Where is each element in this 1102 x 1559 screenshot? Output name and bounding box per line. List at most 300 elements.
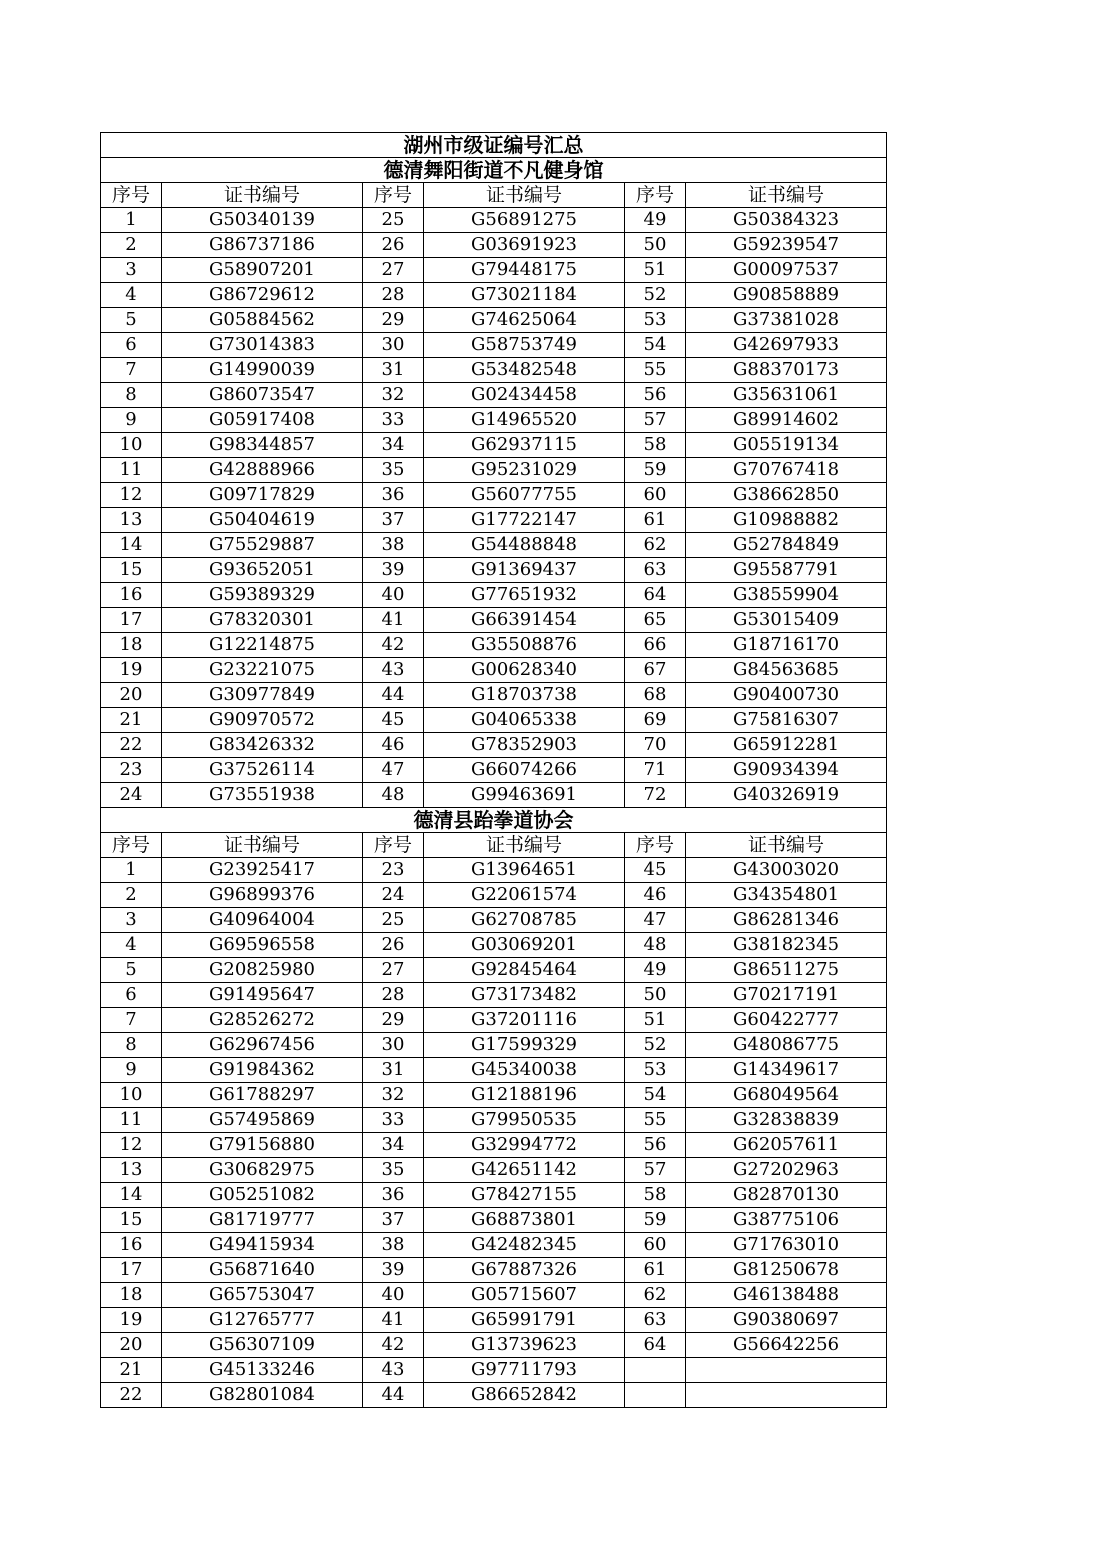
table-row [101, 1258, 887, 1283]
seq-no-cell: 45 [625, 858, 686, 883]
seq-no-cell: 39 [363, 558, 424, 583]
certificate-no-cell: G86729612 [162, 283, 363, 308]
certificate-no-cell: G56642256 [686, 1333, 887, 1358]
certificate-no-cell: G86281346 [686, 908, 887, 933]
table-row [101, 208, 887, 233]
seq-no-cell: 72 [625, 783, 686, 808]
table-row [101, 1233, 887, 1258]
table-row [101, 733, 887, 758]
table-row [101, 1358, 887, 1383]
seq-no-cell: 14 [101, 533, 162, 558]
seq-no-cell: 34 [363, 433, 424, 458]
certificate-no-cell: G81719777 [162, 1208, 363, 1233]
seq-no-cell: 41 [363, 1308, 424, 1333]
seq-no-cell: 49 [625, 958, 686, 983]
certificate-no-cell: G50340139 [162, 208, 363, 233]
table-row [101, 408, 887, 433]
seq-no-cell: 36 [363, 483, 424, 508]
seq-no-cell: 57 [625, 1158, 686, 1183]
certificate-no-cell: G79156880 [162, 1133, 363, 1158]
certificate-no-cell: G61788297 [162, 1083, 363, 1108]
certificate-no-cell: G05884562 [162, 308, 363, 333]
seq-no-cell: 2 [101, 233, 162, 258]
certificate-no-cell: G68049564 [686, 1083, 887, 1108]
seq-no-cell: 46 [363, 733, 424, 758]
certificate-no-cell: G30977849 [162, 683, 363, 708]
certificate-no-cell: G81250678 [686, 1258, 887, 1283]
section-title: 德清舞阳街道不凡健身馆 [101, 158, 887, 183]
certificate-no-cell: G73014383 [162, 333, 363, 358]
seq-no-cell: 7 [101, 358, 162, 383]
certificate-no-cell: G66391454 [424, 608, 625, 633]
seq-no-cell: 61 [625, 508, 686, 533]
table-row [101, 633, 887, 658]
certificate-no-cell: G62967456 [162, 1033, 363, 1058]
seq-no-cell: 35 [363, 1158, 424, 1183]
seq-no-cell: 62 [625, 1283, 686, 1308]
table-row [101, 1283, 887, 1308]
certificate-no-cell: G84563685 [686, 658, 887, 683]
seq-no-cell: 54 [625, 333, 686, 358]
header-seq-no: 序号 [625, 833, 686, 858]
seq-no-cell: 57 [625, 408, 686, 433]
seq-no-cell: 28 [363, 983, 424, 1008]
section-title-row [101, 808, 887, 833]
certificate-no-cell: G34354801 [686, 883, 887, 908]
seq-no-cell: 51 [625, 1008, 686, 1033]
seq-no-cell: 40 [363, 583, 424, 608]
certificate-no-cell: G12765777 [162, 1308, 363, 1333]
header-seq-no: 序号 [101, 833, 162, 858]
table-row [101, 283, 887, 308]
seq-no-cell: 31 [363, 358, 424, 383]
certificate-no-cell: G66074266 [424, 758, 625, 783]
certificate-no-cell: G00628340 [424, 658, 625, 683]
seq-no-cell: 20 [101, 1333, 162, 1358]
seq-no-cell: 63 [625, 1308, 686, 1333]
seq-no-cell: 7 [101, 1008, 162, 1033]
table-row [101, 1108, 887, 1133]
certificate-no-cell: G18716170 [686, 633, 887, 658]
certificate-no-cell: G65912281 [686, 733, 887, 758]
certificate-no-cell: G73551938 [162, 783, 363, 808]
table-row [101, 333, 887, 358]
table-row [101, 358, 887, 383]
section-title: 德清县跆拳道协会 [101, 808, 887, 833]
certificate-no-cell: G69596558 [162, 933, 363, 958]
certificate-no-cell: G78352903 [424, 733, 625, 758]
certificate-no-cell: G62937115 [424, 433, 625, 458]
header-certificate-no: 证书编号 [162, 833, 363, 858]
certificate-no-cell: G62708785 [424, 908, 625, 933]
certificate-no-cell: G10988882 [686, 508, 887, 533]
seq-no-cell: 6 [101, 333, 162, 358]
seq-no-cell: 5 [101, 308, 162, 333]
seq-no-cell: 22 [101, 1383, 162, 1408]
seq-no-cell: 42 [363, 633, 424, 658]
table-row [101, 233, 887, 258]
certificate-no-cell: G14990039 [162, 358, 363, 383]
certificate-no-cell: G02434458 [424, 383, 625, 408]
table-row [101, 483, 887, 508]
table-row [101, 1083, 887, 1108]
seq-no-cell: 12 [101, 483, 162, 508]
certificate-no-cell: G12214875 [162, 633, 363, 658]
certificate-no-cell: G37526114 [162, 758, 363, 783]
seq-no-cell: 55 [625, 358, 686, 383]
seq-no-cell: 11 [101, 1108, 162, 1133]
certificate-no-cell: G97711793 [424, 1358, 625, 1383]
seq-no-cell: 62 [625, 533, 686, 558]
table-row [101, 658, 887, 683]
certificate-no-cell: G14965520 [424, 408, 625, 433]
seq-no-cell: 16 [101, 1233, 162, 1258]
seq-no-cell: 4 [101, 933, 162, 958]
seq-no-cell: 28 [363, 283, 424, 308]
seq-no-cell: 27 [363, 958, 424, 983]
certificate-no-cell: G22061574 [424, 883, 625, 908]
table-row [101, 958, 887, 983]
seq-no-cell: 43 [363, 1358, 424, 1383]
seq-no-cell: 38 [363, 1233, 424, 1258]
certificate-no-cell: G62057611 [686, 1133, 887, 1158]
table-row [101, 308, 887, 333]
certificate-no-cell: G70217191 [686, 983, 887, 1008]
header-certificate-no: 证书编号 [424, 183, 625, 208]
certificate-no-cell: G53482548 [424, 358, 625, 383]
seq-no-cell: 9 [101, 1058, 162, 1083]
seq-no-cell: 39 [363, 1258, 424, 1283]
certificate-no-cell: G58907201 [162, 258, 363, 283]
seq-no-cell: 42 [363, 1333, 424, 1358]
certificate-no-cell: G86737186 [162, 233, 363, 258]
seq-no-cell: 29 [363, 308, 424, 333]
seq-no-cell: 5 [101, 958, 162, 983]
seq-no-cell: 18 [101, 1283, 162, 1308]
certificate-no-cell [686, 1358, 887, 1383]
seq-no-cell: 1 [101, 858, 162, 883]
seq-no-cell: 23 [363, 858, 424, 883]
seq-no-cell: 44 [363, 683, 424, 708]
seq-no-cell: 48 [363, 783, 424, 808]
seq-no-cell: 46 [625, 883, 686, 908]
certificate-no-cell: G17599329 [424, 1033, 625, 1058]
certificate-no-cell: G59389329 [162, 583, 363, 608]
certificate-no-cell: G20825980 [162, 958, 363, 983]
certificate-no-cell: G70767418 [686, 458, 887, 483]
certificate-no-cell: G37201116 [424, 1008, 625, 1033]
section-title-row [101, 158, 887, 183]
certificate-no-cell: G38559904 [686, 583, 887, 608]
table-row [101, 883, 887, 908]
certificate-no-cell: G03069201 [424, 933, 625, 958]
certificate-no-cell: G79950535 [424, 1108, 625, 1133]
seq-no-cell: 64 [625, 583, 686, 608]
certificate-no-cell: G13739623 [424, 1333, 625, 1358]
certificate-no-cell: G83426332 [162, 733, 363, 758]
certificate-no-cell: G91984362 [162, 1058, 363, 1083]
certificate-no-cell: G13964651 [424, 858, 625, 883]
table-row [101, 758, 887, 783]
certificate-no-cell: G32838839 [686, 1108, 887, 1133]
seq-no-cell: 52 [625, 283, 686, 308]
seq-no-cell: 34 [363, 1133, 424, 1158]
seq-no-cell: 13 [101, 508, 162, 533]
certificate-no-cell: G50384323 [686, 208, 887, 233]
seq-no-cell: 22 [101, 733, 162, 758]
table-row [101, 1133, 887, 1158]
seq-no-cell: 8 [101, 383, 162, 408]
certificate-no-cell: G05251082 [162, 1183, 363, 1208]
certificate-no-cell: G74625064 [424, 308, 625, 333]
seq-no-cell: 47 [363, 758, 424, 783]
seq-no-cell: 37 [363, 508, 424, 533]
certificate-no-cell: G77651932 [424, 583, 625, 608]
certificate-no-cell: G48086775 [686, 1033, 887, 1058]
table-row [101, 1333, 887, 1358]
table-row [101, 1183, 887, 1208]
certificate-no-cell: G14349617 [686, 1058, 887, 1083]
certificate-no-cell: G73173482 [424, 983, 625, 1008]
seq-no-cell: 3 [101, 258, 162, 283]
seq-no-cell: 44 [363, 1383, 424, 1408]
header-seq-no: 序号 [363, 183, 424, 208]
column-header-row [101, 833, 887, 858]
seq-no-cell: 6 [101, 983, 162, 1008]
certificate-no-cell: G05519134 [686, 433, 887, 458]
certificate-no-cell: G42697933 [686, 333, 887, 358]
certificate-no-cell: G75816307 [686, 708, 887, 733]
table-row [101, 1033, 887, 1058]
table-row [101, 683, 887, 708]
seq-no-cell: 4 [101, 283, 162, 308]
header-seq-no: 序号 [625, 183, 686, 208]
certificate-no-cell: G98344857 [162, 433, 363, 458]
certificate-no-cell: G56077755 [424, 483, 625, 508]
seq-no-cell: 52 [625, 1033, 686, 1058]
certificate-no-cell: G99463691 [424, 783, 625, 808]
table-row [101, 1308, 887, 1333]
certificate-no-cell: G82870130 [686, 1183, 887, 1208]
seq-no-cell: 56 [625, 383, 686, 408]
certificate-no-cell: G56307109 [162, 1333, 363, 1358]
seq-no-cell: 9 [101, 408, 162, 433]
seq-no-cell [625, 1358, 686, 1383]
certificate-no-cell: G42651142 [424, 1158, 625, 1183]
seq-no-cell: 49 [625, 208, 686, 233]
seq-no-cell: 15 [101, 1208, 162, 1233]
certificate-no-cell: G54488848 [424, 533, 625, 558]
certificate-no-cell: G49415934 [162, 1233, 363, 1258]
certificate-no-cell: G05715607 [424, 1283, 625, 1308]
certificate-no-cell: G90400730 [686, 683, 887, 708]
seq-no-cell: 56 [625, 1133, 686, 1158]
table-row [101, 533, 887, 558]
seq-no-cell: 41 [363, 608, 424, 633]
certificate-no-cell: G91369437 [424, 558, 625, 583]
seq-no-cell: 25 [363, 208, 424, 233]
certificate-no-cell: G91495647 [162, 983, 363, 1008]
seq-no-cell: 12 [101, 1133, 162, 1158]
table-row [101, 458, 887, 483]
seq-no-cell: 19 [101, 658, 162, 683]
seq-no-cell: 26 [363, 233, 424, 258]
table-row [101, 933, 887, 958]
certificate-no-cell: G27202963 [686, 1158, 887, 1183]
certificate-no-cell: G56891275 [424, 208, 625, 233]
table-row [101, 583, 887, 608]
seq-no-cell: 3 [101, 908, 162, 933]
seq-no-cell: 25 [363, 908, 424, 933]
seq-no-cell: 15 [101, 558, 162, 583]
certificate-no-cell: G50404619 [162, 508, 363, 533]
seq-no-cell: 27 [363, 258, 424, 283]
seq-no-cell: 32 [363, 383, 424, 408]
table-row [101, 983, 887, 1008]
seq-no-cell: 64 [625, 1333, 686, 1358]
seq-no-cell [625, 1383, 686, 1408]
column-header-row [101, 183, 887, 208]
certificate-no-cell: G71763010 [686, 1233, 887, 1258]
certificate-no-cell: G04065338 [424, 708, 625, 733]
header-certificate-no: 证书编号 [424, 833, 625, 858]
seq-no-cell: 66 [625, 633, 686, 658]
certificate-no-cell: G30682975 [162, 1158, 363, 1183]
seq-no-cell: 38 [363, 533, 424, 558]
seq-no-cell: 54 [625, 1083, 686, 1108]
table-row [101, 1008, 887, 1033]
seq-no-cell: 14 [101, 1183, 162, 1208]
certificate-no-cell: G40964004 [162, 908, 363, 933]
certificate-no-cell: G95231029 [424, 458, 625, 483]
certificate-no-cell: G86652842 [424, 1383, 625, 1408]
certificate-no-cell: G56871640 [162, 1258, 363, 1283]
table-row [101, 908, 887, 933]
certificate-no-cell: G42888966 [162, 458, 363, 483]
table-row [101, 258, 887, 283]
certificate-no-cell: G37381028 [686, 308, 887, 333]
seq-no-cell: 21 [101, 1358, 162, 1383]
seq-no-cell: 17 [101, 608, 162, 633]
certificate-no-cell: G18703738 [424, 683, 625, 708]
certificate-no-cell: G82801084 [162, 1383, 363, 1408]
certificate-no-cell: G32994772 [424, 1133, 625, 1158]
seq-no-cell: 53 [625, 308, 686, 333]
seq-no-cell: 10 [101, 1083, 162, 1108]
certificate-no-cell: G23925417 [162, 858, 363, 883]
table-row [101, 558, 887, 583]
certificate-no-cell: G68873801 [424, 1208, 625, 1233]
certificate-no-cell: G65753047 [162, 1283, 363, 1308]
certificate-no-cell: G89914602 [686, 408, 887, 433]
seq-no-cell: 55 [625, 1108, 686, 1133]
table-row [101, 858, 887, 883]
seq-no-cell: 11 [101, 458, 162, 483]
certificate-no-cell: G86511275 [686, 958, 887, 983]
certificate-no-cell: G35508876 [424, 633, 625, 658]
seq-no-cell: 65 [625, 608, 686, 633]
seq-no-cell: 70 [625, 733, 686, 758]
certificate-no-cell: G43003020 [686, 858, 887, 883]
seq-no-cell: 51 [625, 258, 686, 283]
seq-no-cell: 53 [625, 1058, 686, 1083]
certificate-no-cell: G28526272 [162, 1008, 363, 1033]
certificate-no-cell: G23221075 [162, 658, 363, 683]
table-row [101, 1208, 887, 1233]
seq-no-cell: 69 [625, 708, 686, 733]
seq-no-cell: 37 [363, 1208, 424, 1233]
table-row [101, 1158, 887, 1183]
seq-no-cell: 48 [625, 933, 686, 958]
title-row [101, 133, 887, 158]
certificate-no-cell: G90970572 [162, 708, 363, 733]
seq-no-cell: 59 [625, 458, 686, 483]
seq-no-cell: 67 [625, 658, 686, 683]
certificate-no-cell: G90380697 [686, 1308, 887, 1333]
certificate-no-cell: G45133246 [162, 1358, 363, 1383]
seq-no-cell: 33 [363, 408, 424, 433]
certificate-no-cell: G79448175 [424, 258, 625, 283]
seq-no-cell: 50 [625, 983, 686, 1008]
certificate-no-cell: G42482345 [424, 1233, 625, 1258]
table-row [101, 1383, 887, 1408]
certificate-no-cell: G78427155 [424, 1183, 625, 1208]
table-row [101, 433, 887, 458]
seq-no-cell: 13 [101, 1158, 162, 1183]
certificate-summary-table [100, 132, 887, 1408]
seq-no-cell: 26 [363, 933, 424, 958]
certificate-no-cell: G38662850 [686, 483, 887, 508]
seq-no-cell: 20 [101, 683, 162, 708]
certificate-no-cell: G12188196 [424, 1083, 625, 1108]
seq-no-cell: 35 [363, 458, 424, 483]
seq-no-cell: 17 [101, 1258, 162, 1283]
certificate-no-cell: G03691923 [424, 233, 625, 258]
seq-no-cell: 50 [625, 233, 686, 258]
seq-no-cell: 58 [625, 433, 686, 458]
seq-no-cell: 23 [101, 758, 162, 783]
certificate-no-cell: G95587791 [686, 558, 887, 583]
certificate-no-cell: G05917408 [162, 408, 363, 433]
certificate-no-cell: G90934394 [686, 758, 887, 783]
certificate-no-cell: G67887326 [424, 1258, 625, 1283]
header-certificate-no: 证书编号 [162, 183, 363, 208]
seq-no-cell: 33 [363, 1108, 424, 1133]
seq-no-cell: 1 [101, 208, 162, 233]
certificate-no-cell: G93652051 [162, 558, 363, 583]
seq-no-cell: 29 [363, 1008, 424, 1033]
table-row [101, 783, 887, 808]
certificate-no-cell: G59239547 [686, 233, 887, 258]
seq-no-cell: 21 [101, 708, 162, 733]
table-row [101, 708, 887, 733]
seq-no-cell: 19 [101, 1308, 162, 1333]
seq-no-cell: 60 [625, 483, 686, 508]
certificate-no-cell: G58753749 [424, 333, 625, 358]
certificate-no-cell: G88370173 [686, 358, 887, 383]
certificate-no-cell: G00097537 [686, 258, 887, 283]
seq-no-cell: 45 [363, 708, 424, 733]
certificate-no-cell: G35631061 [686, 383, 887, 408]
seq-no-cell: 2 [101, 883, 162, 908]
certificate-no-cell: G90858889 [686, 283, 887, 308]
certificate-no-cell [686, 1383, 887, 1408]
certificate-no-cell: G75529887 [162, 533, 363, 558]
certificate-no-cell: G60422777 [686, 1008, 887, 1033]
certificate-no-cell: G38775106 [686, 1208, 887, 1233]
seq-no-cell: 16 [101, 583, 162, 608]
seq-no-cell: 32 [363, 1083, 424, 1108]
